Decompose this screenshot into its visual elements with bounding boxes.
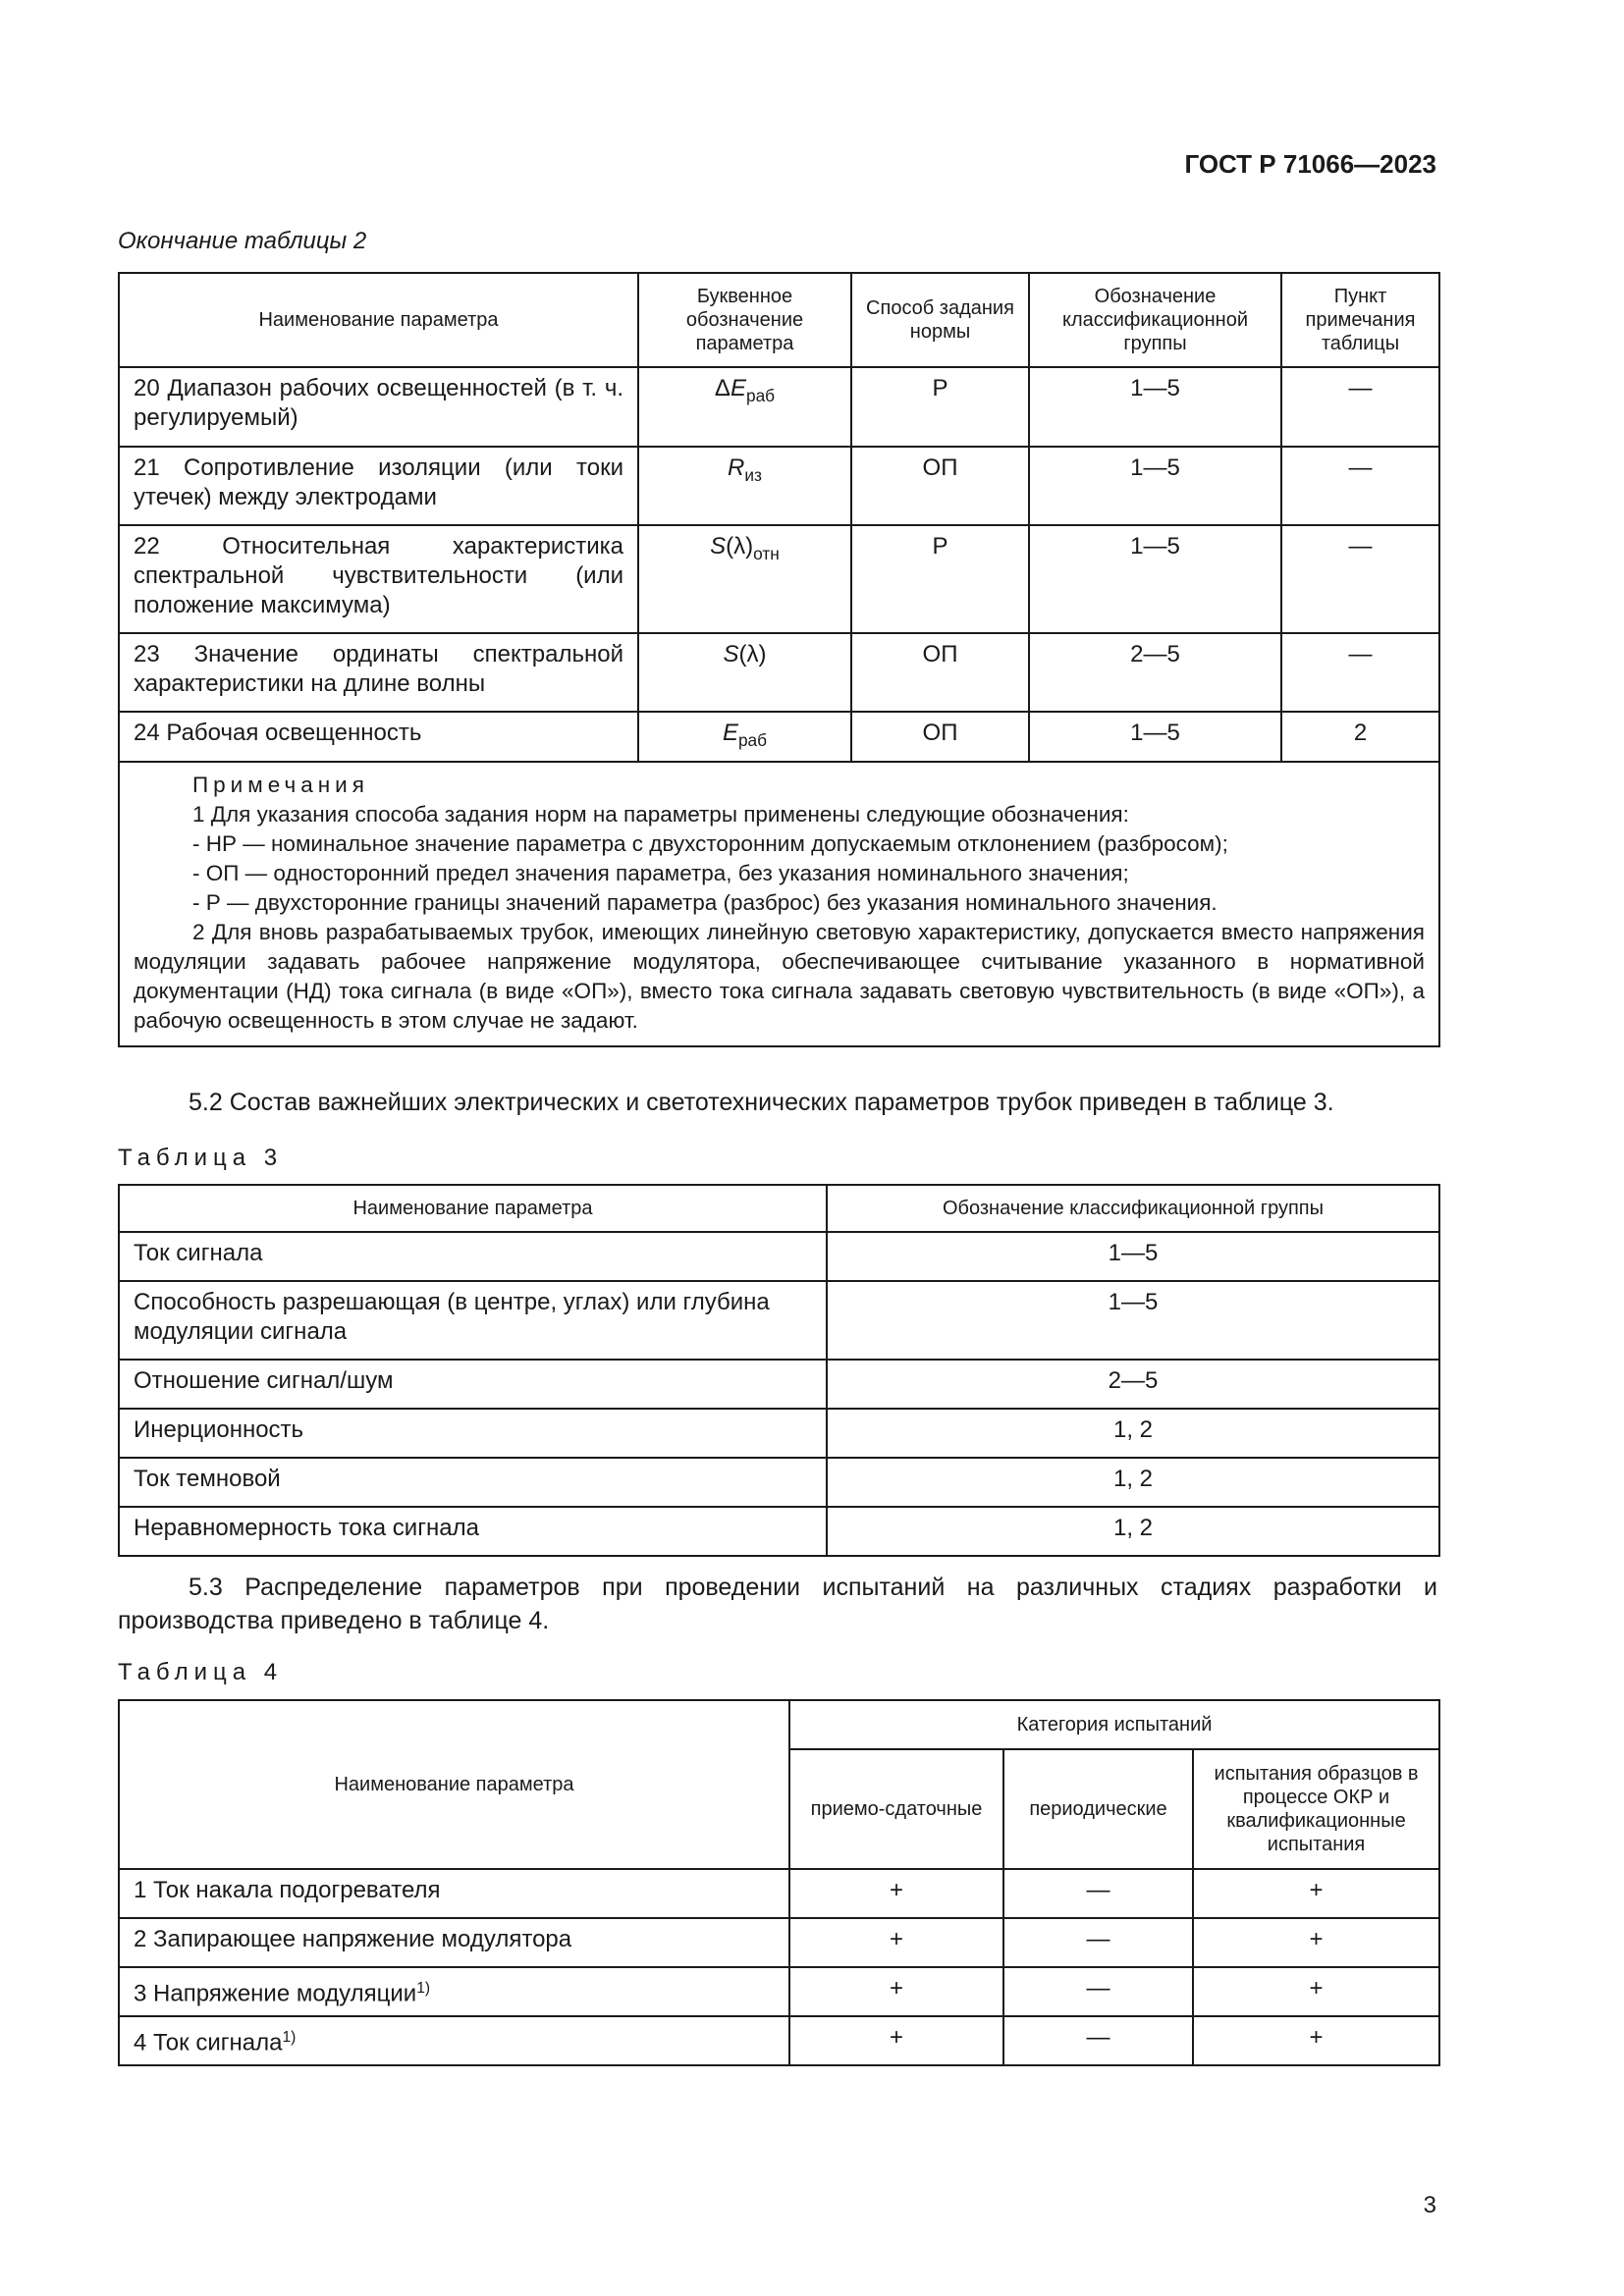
qualification-mark: + bbox=[1193, 1967, 1439, 2016]
acceptance-mark: + bbox=[789, 1869, 1003, 1918]
note-1-item: - Р — двухсторонние границы значений параметра (разброс) без указания номинального значения. bbox=[192, 890, 1218, 916]
param-name: 24 Рабочая освещенность bbox=[119, 712, 638, 762]
table-row bbox=[119, 1360, 1439, 1409]
table4-subheader-acceptance: приемо-сдаточные bbox=[789, 1749, 1003, 1869]
param-method: ОП bbox=[851, 447, 1029, 525]
param-note: — bbox=[1281, 525, 1439, 633]
periodic-mark: — bbox=[1003, 2016, 1193, 2065]
param-group: 1, 2 bbox=[827, 1507, 1439, 1556]
acceptance-mark: + bbox=[789, 1967, 1003, 2016]
param-name: Инерционность bbox=[119, 1409, 827, 1458]
table-row bbox=[119, 1507, 1439, 1556]
table-row bbox=[119, 367, 1439, 447]
param-note: — bbox=[1281, 367, 1439, 447]
param-group: 2—5 bbox=[1029, 633, 1281, 712]
param-symbol: $\Delta E_{раб}$ bbox=[638, 367, 851, 447]
qualification-mark: + bbox=[1193, 1918, 1439, 1967]
table-row bbox=[119, 2016, 1439, 2065]
table-row bbox=[119, 1458, 1439, 1507]
param-name: 22 Относительная характеристика спектральной чувствительности (или положение максимума) bbox=[119, 525, 638, 633]
param-name: 2 Запирающее напряжение модулятора bbox=[119, 1918, 789, 1967]
param-note: — bbox=[1281, 633, 1439, 712]
param-method: Р bbox=[851, 367, 1029, 447]
table-row bbox=[119, 1281, 1439, 1360]
param-group: 1—5 bbox=[1029, 447, 1281, 525]
qualification-mark: + bbox=[1193, 2016, 1439, 2065]
paragraph-5-3: 5.3 Распределение параметров при проведении испытаний на различных стадиях разработки и производства приведено в таблице 4. bbox=[118, 1574, 1437, 1634]
param-note: 2 bbox=[1281, 712, 1439, 762]
param-name: 21 Сопротивление изоляции (или токи утечек) между электродами bbox=[119, 447, 638, 525]
table-row bbox=[119, 447, 1439, 525]
param-group: 1—5 bbox=[827, 1281, 1439, 1360]
periodic-mark: — bbox=[1003, 1869, 1193, 1918]
table3-header-name: Наименование параметра bbox=[119, 1185, 827, 1232]
table2-header-group: Обозначение классификационной группы bbox=[1029, 273, 1281, 367]
footnote-ref: 1) bbox=[416, 1980, 431, 1997]
table-row bbox=[119, 1918, 1439, 1967]
param-name: 4 Ток сигнала$^{1)}$ bbox=[119, 2016, 789, 2065]
param-group: 1, 2 bbox=[827, 1458, 1439, 1507]
standard-code: ГОСТ Р 71066—2023 bbox=[1184, 149, 1436, 179]
table4-caption: Таблица 4 bbox=[118, 1659, 284, 1685]
table-row bbox=[119, 633, 1439, 712]
param-method: ОП bbox=[851, 633, 1029, 712]
note-1-item: - ОП — односторонний предел значения параметра, без указания номинального значения; bbox=[192, 861, 1129, 886]
param-symbol: $R_{из}$ bbox=[638, 447, 851, 525]
periodic-mark: — bbox=[1003, 1918, 1193, 1967]
table2-header-symbol: Буквенное обозначение параметра bbox=[638, 273, 851, 367]
table-row bbox=[119, 525, 1439, 633]
param-symbol: S(λ) bbox=[638, 633, 851, 712]
table4-subheader-qualification: испытания образцов в процессе ОКР и квалификационные испытания bbox=[1193, 1749, 1439, 1869]
param-note: — bbox=[1281, 447, 1439, 525]
param-group: 1, 2 bbox=[827, 1409, 1439, 1458]
table2-header-method: Способ задания нормы bbox=[851, 273, 1029, 367]
table-4 bbox=[118, 1699, 1440, 2066]
table4-subheader-periodic: периодические bbox=[1003, 1749, 1193, 1869]
page-number: 3 bbox=[1423, 2192, 1436, 2218]
param-symbol: $S(\lambda)_{отн}$ bbox=[638, 525, 851, 633]
table-3 bbox=[118, 1184, 1440, 1557]
periodic-mark: — bbox=[1003, 1967, 1193, 2016]
param-group: 1—5 bbox=[827, 1232, 1439, 1281]
note-1: 1 Для указания способа задания норм на параметры применены следующие обозначения: bbox=[192, 802, 1129, 828]
table-row bbox=[119, 712, 1439, 762]
param-method: ОП bbox=[851, 712, 1029, 762]
note-2: 2 Для вновь разрабатываемых трубок, имеющих линейную световую характеристику, допускается вместо напряжения модуляции задавать рабочее напряжение модулятора, обеспечивающее считывание указанного в нормативной документации (НД) тока сигнала (в виде «ОП»), вместо тока сигнала задавать световую чувствительность (в виде «ОП»), а рабочую освещенность в этом случае не задают. bbox=[134, 920, 1425, 1034]
notes-row bbox=[119, 762, 1439, 1046]
table3-header-group: Обозначение классификационной группы bbox=[827, 1185, 1439, 1232]
table2-notes bbox=[119, 762, 1439, 1046]
param-group: 1—5 bbox=[1029, 525, 1281, 633]
table-2 bbox=[118, 272, 1440, 1047]
table2-header-name: Наименование параметра bbox=[119, 273, 638, 367]
qualification-mark: + bbox=[1193, 1869, 1439, 1918]
table4-header-category: Категория испытаний bbox=[789, 1700, 1439, 1749]
table2-header-note: Пункт примечания таблицы bbox=[1281, 273, 1439, 367]
table-row bbox=[119, 1967, 1439, 2016]
param-name: Отношение сигнал/шум bbox=[119, 1360, 827, 1409]
param-name: Неравномерность тока сигнала bbox=[119, 1507, 827, 1556]
acceptance-mark: + bbox=[789, 1918, 1003, 1967]
table-row bbox=[119, 1232, 1439, 1281]
footnote-ref: 1) bbox=[282, 2029, 297, 2046]
param-group: 1—5 bbox=[1029, 712, 1281, 762]
param-name: 20 Диапазон рабочих освещенностей (в т. ч. регулируемый) bbox=[119, 367, 638, 447]
param-name: 23 Значение ординаты спектральной характеристики на длине волны bbox=[119, 633, 638, 712]
param-group: 2—5 bbox=[827, 1360, 1439, 1409]
paragraph-5-2: 5.2 Состав важнейших электрических и светотехнических параметров трубок приведен в таблице 3. bbox=[189, 1089, 1334, 1116]
notes-title: Примечания bbox=[192, 773, 369, 798]
table3-caption: Таблица 3 bbox=[118, 1145, 284, 1171]
param-group: 1—5 bbox=[1029, 367, 1281, 447]
note-1-item: - НР — номинальное значение параметра с двухсторонним допускаемым отклонением (разбросом); bbox=[192, 831, 1228, 857]
table-row bbox=[119, 1869, 1439, 1918]
param-name: Ток темновой bbox=[119, 1458, 827, 1507]
param-name: 1 Ток накала подогревателя bbox=[119, 1869, 789, 1918]
table2-caption: Окончание таблицы 2 bbox=[118, 228, 367, 254]
param-symbol: $E_{раб}$ bbox=[638, 712, 851, 762]
table-row bbox=[119, 1409, 1439, 1458]
param-method: Р bbox=[851, 525, 1029, 633]
param-name: 3 Напряжение модуляции$^{1)}$ bbox=[119, 1967, 789, 2016]
acceptance-mark: + bbox=[789, 2016, 1003, 2065]
param-name: Способность разрешающая (в центре, углах) или глубина модуляции сигнала bbox=[119, 1281, 827, 1360]
table4-header-name: Наименование параметра bbox=[119, 1700, 789, 1869]
param-name: Ток сигнала bbox=[119, 1232, 827, 1281]
